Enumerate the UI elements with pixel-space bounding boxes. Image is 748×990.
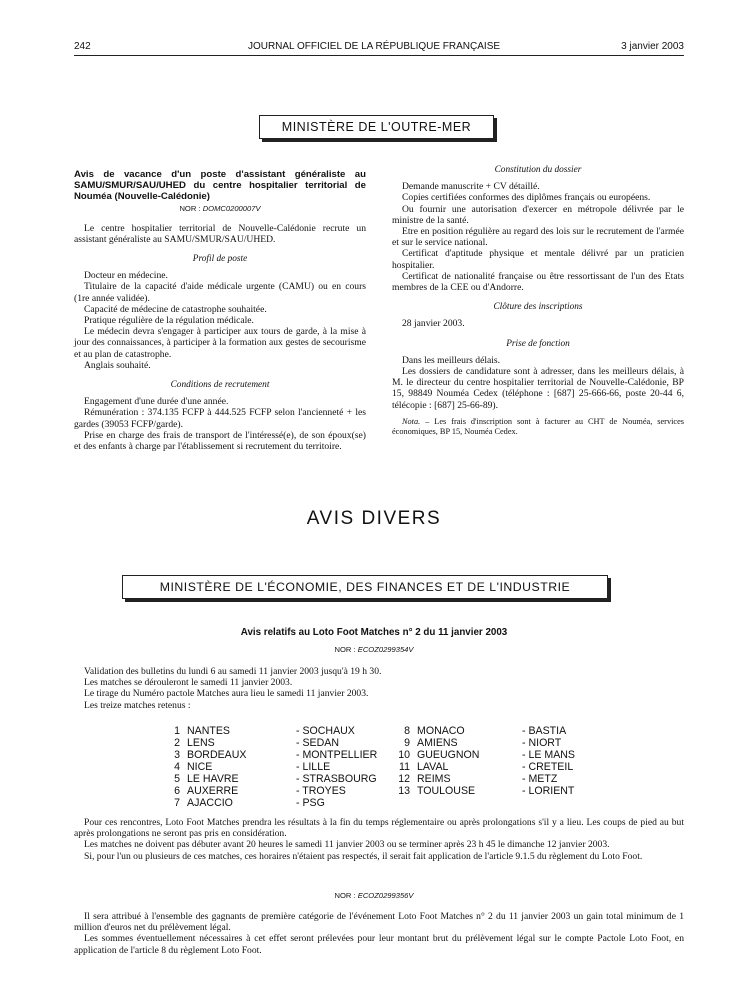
constitution-item: Certificat d'aptitude physique et mentale délivré par un praticien hospitalier.	[392, 248, 684, 271]
home-team: AUXERRE	[187, 785, 239, 797]
home-team: LENS	[187, 737, 215, 749]
nor-label: NOR :	[179, 204, 201, 214]
match-number: 5	[174, 773, 180, 785]
prise-heading: Prise de fonction	[506, 338, 570, 349]
profil-item: Docteur en médecine.	[84, 270, 168, 282]
home-team: AMIENS	[417, 737, 458, 749]
home-teams-right	[417, 725, 479, 797]
loto-jackpot	[74, 911, 684, 956]
home-team: LE HAVRE	[187, 773, 239, 785]
away-team: - STRASBOURG	[296, 773, 377, 785]
constitution-item: Etre en position régulière au regard des lois sur le recrutement de l'armée et sur le service national.	[392, 226, 684, 249]
home-team: BORDEAUX	[187, 749, 247, 761]
prise-item: Les dossiers de candidature sont à adresser, dans les meilleurs délais, à M. le directeur du centre hospitalier territorial de Nouvelle-Calédonie, BP 15, 98849 Nouméa Cedex (téléphone : [687] 25-666-66, poste 20-44 6, télécopie : [687] 25-66-89).	[392, 366, 684, 411]
intro-paragraph: Le centre hospitalier territorial de Nouvelle-Calédonie recrute un assistant généraliste au SAMU/SMUR/SAU/UHED.	[74, 222, 366, 245]
avis-divers-heading: AVIS DIVERS	[306, 508, 442, 529]
intro-line: Les treize matches retenus :	[84, 699, 191, 711]
ministry-economie-box	[122, 575, 608, 599]
match-number: 9	[404, 737, 410, 749]
constitution-list	[392, 181, 684, 293]
constitution-item: Certificat de nationalité française ou être ressortissant de l'un des Etats membres de la CEE ou d'Andorre.	[392, 270, 684, 294]
match-number: 13	[398, 785, 410, 797]
nor-label: NOR :	[334, 891, 356, 900]
nor-label: NOR :	[334, 645, 356, 654]
away-team: - SOCHAUX	[296, 725, 355, 737]
away-team: - BASTIA	[522, 725, 567, 737]
profil-heading: Profil de poste	[192, 254, 248, 264]
match-number: 12	[398, 773, 410, 785]
home-team: AJACCIO	[187, 797, 233, 809]
profil-list	[74, 270, 366, 371]
match-list	[160, 725, 610, 811]
loto-nor2-line	[0, 891, 748, 900]
match-number: 8	[404, 725, 410, 737]
away-teams-right	[522, 725, 575, 797]
conditions-list	[74, 396, 366, 452]
nor-code: DOMC0200007V	[202, 204, 261, 214]
home-team: NANTES	[187, 725, 230, 737]
ministry-outremer-title: MINISTÈRE DE L'OUTRE-MER	[281, 120, 472, 134]
loto-intro	[74, 666, 684, 711]
constitution-heading: Constitution du dossier	[494, 165, 582, 175]
match-number: 4	[174, 761, 180, 773]
home-teams-left	[187, 725, 246, 809]
home-team: NICE	[187, 761, 213, 773]
away-team: - LILLE	[296, 761, 331, 773]
jackpot-paragraph: Il sera attribué à l'ensemble des gagnants de première catégorie de l'événement Loto Foot Matches n° 2 du 11 janvier 2003 un gain total minimum de 1 million d'euros net du prélèvement légal.	[74, 911, 684, 934]
intro-line: Les matches se dérouleront le samedi 11 janvier 2003.	[84, 677, 293, 689]
away-team: - LE MANS	[522, 749, 575, 761]
match-number: 11	[399, 761, 410, 773]
profil-item: Pratique régulière de la régulation médicale.	[84, 315, 254, 327]
issue-date: 3 janvier 2003	[621, 41, 684, 52]
profil-item: Titulaire de la capacité d'aide médicale urgente (CAMU) ou en cours (1re année validée).	[74, 281, 366, 304]
away-team: - METZ	[522, 773, 558, 785]
match-number: 7	[174, 797, 180, 809]
constitution-item: Copies certifiées conformes des diplômes français ou européens.	[402, 192, 651, 204]
match-number: 3	[174, 749, 180, 761]
vacancy-title: Avis de vacance d'un poste d'assistant généraliste au SAMU/SMUR/SAU/UHED du centre hospitalier territorial de Nouméa (Nouvelle-Calédonie)	[74, 169, 366, 202]
constitution-item: Demande manuscrite + CV détaillé.	[402, 181, 540, 193]
match-number: 1	[174, 725, 180, 737]
match-number: 10	[398, 749, 410, 761]
jackpot-paragraph: Les sommes éventuellement nécessaires à cet effet seront prélevées pour leur montant brut du prélèvement légal sur le compte Pactole Loto Foot, en application de l'article 8 du règlement Loto Foot.	[74, 933, 684, 956]
ministry-economie-title: MINISTÈRE DE L'ÉCONOMIE, DES FINANCES ET DE L'INDUSTRIE	[159, 580, 571, 594]
away-team: - MONTPELLIER	[296, 749, 378, 761]
nor-code: ECOZ0299356V	[357, 891, 414, 900]
home-team: MONACO	[417, 725, 465, 737]
cloture-heading: Clôture des inscriptions	[493, 302, 583, 313]
match-numbers-left	[160, 725, 180, 809]
home-team: REIMS	[417, 773, 451, 785]
profil-item: Capacité de médecine de catastrophe souhaitée.	[84, 303, 267, 315]
rules-paragraph: Les matches ne doivent pas débuter avant 20 heures le samedi 11 janvier 2003 ou se terminer après 23 h 45 le dimanche 12 janvier 2003.	[84, 839, 610, 851]
rules-paragraph: Si, pour l'un ou plusieurs de ces matches, ces horaires n'étaient pas respectés, il serait fait application de l'article 9.1.5 du règlement du Loto Foot.	[84, 850, 643, 862]
home-team: GUEUGNON	[417, 749, 480, 761]
nota	[392, 417, 684, 437]
profil-item: Le médecin devra s'engager à participer aux tours de garde, à la mise à jour des connaissances, à participer à la formation aux gestes de secourisme et au plan de catastrophe.	[74, 326, 366, 360]
away-team: - CRETEIL	[522, 761, 574, 773]
match-number: 2	[174, 737, 180, 749]
intro-line: Le tirage du Numéro pactole Matches aura lieu le samedi 11 janvier 2003.	[84, 688, 369, 700]
left-column	[74, 170, 366, 452]
cloture-date: 28 janvier 2003.	[402, 318, 465, 330]
conditions-heading: Conditions de recrutement	[170, 380, 270, 391]
match-number: 6	[174, 785, 180, 797]
conditions-item: Engagement d'une durée d'une année.	[84, 396, 229, 408]
away-team: - NIORT	[522, 737, 562, 749]
away-teams-left	[296, 725, 377, 809]
loto-title: Avis relatifs au Loto Foot Matches n° 2 du 11 janvier 2003	[240, 627, 508, 638]
nota-text: – Les frais d'inscription sont à facturer au CHT de Nouméa, services économiques, BP 15, Nouméa Cedex.	[392, 416, 684, 436]
conditions-item: Prise en charge des frais de transport de l'intéressé(e), de son époux(se) et des enfants à charge par l'établissement si recrutement du territoire.	[74, 429, 366, 453]
journal-title: JOURNAL OFFICIEL DE LA RÉPUBLIQUE FRANÇAISE	[247, 41, 501, 52]
profil-item: Anglais souhaité.	[84, 359, 151, 371]
match-numbers-right	[392, 725, 410, 797]
away-team: - LORIENT	[522, 785, 575, 797]
rules-paragraph: Pour ces rencontres, Loto Foot Matches prendra les résultats à la fin du temps réglementaire ou après prolongations s'il y a lieu. Les coups de pied au but après prolongations ne seront pas pris en considération.	[74, 817, 684, 840]
right-column	[392, 165, 684, 437]
away-team: - SEDAN	[296, 737, 339, 749]
intro-line: Validation des bulletins du lundi 6 au samedi 11 janvier 2003 jusqu'à 19 h 30.	[84, 666, 382, 677]
nota-label: Nota.	[402, 416, 421, 426]
header-rule	[74, 55, 684, 56]
prise-item: Dans les meilleurs délais.	[402, 354, 501, 366]
home-team: TOULOUSE	[417, 785, 476, 797]
away-team: - TROYES	[296, 785, 346, 797]
nor-code: ECOZ0299354V	[357, 645, 414, 654]
constitution-item: Ou fournir une autorisation d'exercer en métropole délivrée par le ministre de la santé.	[392, 203, 684, 226]
loto-nor-line	[0, 645, 748, 654]
away-team: - PSG	[296, 797, 325, 809]
loto-rules	[74, 817, 684, 862]
home-team: LAVAL	[417, 761, 449, 773]
page-number: 242	[74, 41, 91, 52]
ministry-outremer-box	[259, 115, 494, 139]
conditions-item: Rémunération : 374.135 FCFP à 444.525 FCFP selon l'ancienneté + les gardes (39053 FCFP/garde).	[74, 407, 366, 430]
nor-line	[74, 203, 366, 214]
